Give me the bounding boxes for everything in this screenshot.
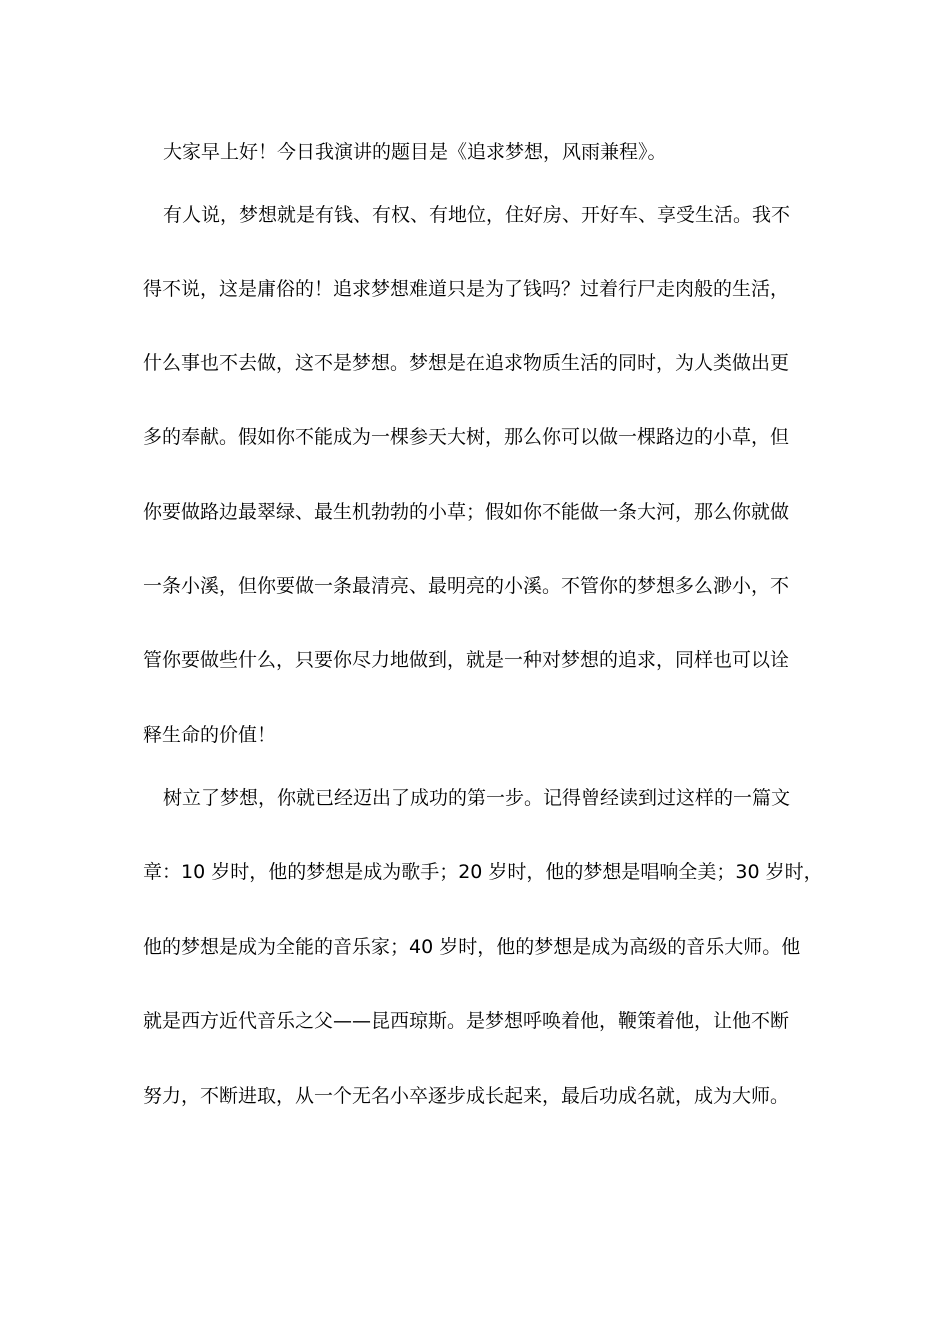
paragraph-line: 他的梦想是成为全能的音乐家；40 岁时，他的梦想是成为高级的音乐大师。他: [143, 936, 801, 958]
paragraph-line: 你要做路边最翠绿、最生机勃勃的小草；假如你不能做一条大河，那么你就做: [143, 501, 790, 523]
paragraph-line: 一条小溪，但你要做一条最清亮、最明亮的小溪。不管你的梦想多么渺小，不: [143, 575, 790, 597]
paragraph-line: 就是西方近代音乐之父——昆西琼斯。是梦想呼唤着他，鞭策着他，让他不断: [143, 1010, 790, 1032]
paragraph-line: 树立了梦想，你就已经迈出了成功的第一步。记得曾经读到过这样的一篇文: [163, 787, 791, 809]
paragraph-line: 释生命的价值！: [143, 724, 277, 746]
intro-line: 大家早上好！今日我演讲的题目是《追求梦想，风雨兼程》。: [163, 141, 667, 163]
paragraph-line: 有人说，梦想就是有钱、有权、有地位，住好房、开好车、享受生活。我不: [163, 204, 791, 226]
paragraph-line: 管你要做些什么，只要你尽力地做到，就是一种对梦想的追求，同样也可以诠: [143, 649, 790, 671]
paragraph-line: 章：10 岁时，他的梦想是成为歌手；20 岁时，他的梦想是唱响全美；30 岁时，: [143, 861, 823, 883]
paragraph-line: 得不说，这是庸俗的！追求梦想难道只是为了钱吗？过着行尸走肉般的生活，: [143, 278, 790, 300]
paragraph-line: 努力，不断进取，从一个无名小卒逐步成长起来，最后功成名就，成为大师。: [143, 1085, 790, 1107]
paragraph-line: 什么事也不去做，这不是梦想。梦想是在追求物质生活的同时，为人类做出更: [143, 352, 790, 374]
paragraph-line: 多的奉献。假如你不能成为一棵参天大树，那么你可以做一棵路边的小草，但: [143, 426, 790, 448]
